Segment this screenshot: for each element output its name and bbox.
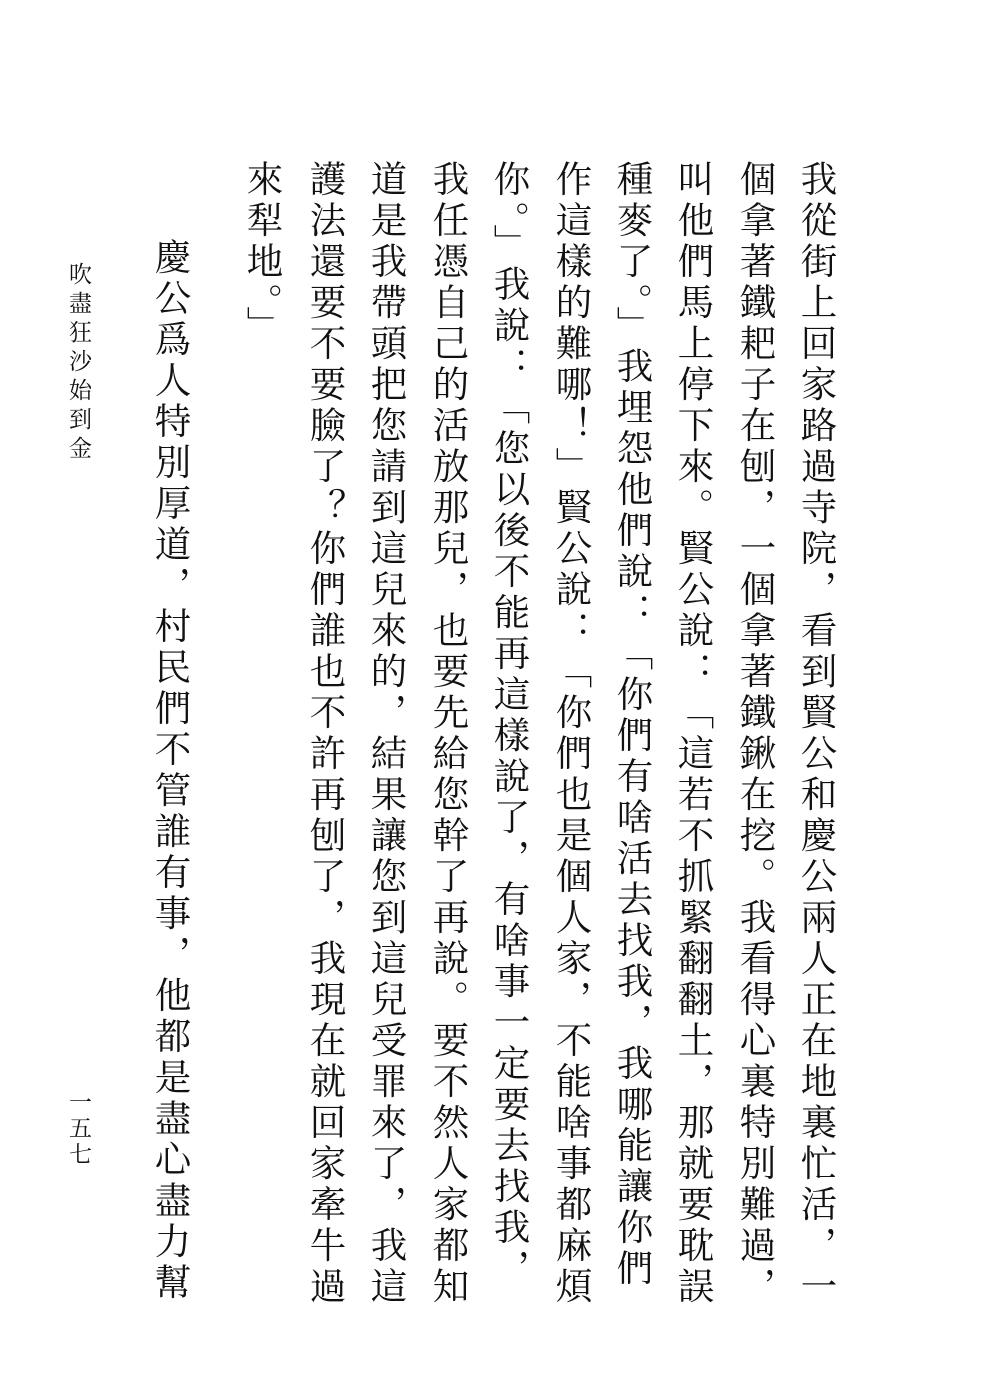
- text-column-11-indented: 慶公爲人特別厚道，村民們不管誰有事，他都是盡心盡力幫: [149, 238, 192, 1304]
- text-column-7: 我任憑自己的活放那兒，也要先給您幹了再說。要不然人家都知: [427, 160, 470, 1308]
- text-column-10: 來犁地。」: [241, 160, 284, 347]
- text-column-5: 作這樣的難哪！」賢公說：「你們也是個人家，不能啥事都麻煩: [550, 160, 593, 1308]
- page-number: 一五七: [65, 1090, 91, 1168]
- text-column-4: 種麥了。」我埋怨他們說：「你們有啥活去找我，我哪能讓你們: [611, 160, 654, 1290]
- text-column-2: 個拿著鐵耙子在刨，一個拿著鐵鍬在挖。我看得心裏特別難過，: [734, 160, 777, 1308]
- text-column-3: 叫他們馬上停下來。賢公說：「這若不抓緊翻翻土，那就要耽誤: [672, 160, 715, 1308]
- text-column-6: 你。」我說：「您以後不能再這樣說了，有啥事一定要去找我，: [488, 160, 531, 1290]
- text-column-9: 護法還要不要臉了？你們誰也不許再刨了，我現在就回家牽牛過: [304, 160, 347, 1308]
- text-column-8: 道是我帶頭把您請到這兒來的，結果讓您到這兒受罪來了，我這: [365, 160, 408, 1308]
- text-column-1: 我從街上回家路過寺院，看到賢公和慶公兩人正在地裏忙活，一: [795, 160, 838, 1308]
- running-title: 吹盡狂沙始到金: [65, 262, 91, 465]
